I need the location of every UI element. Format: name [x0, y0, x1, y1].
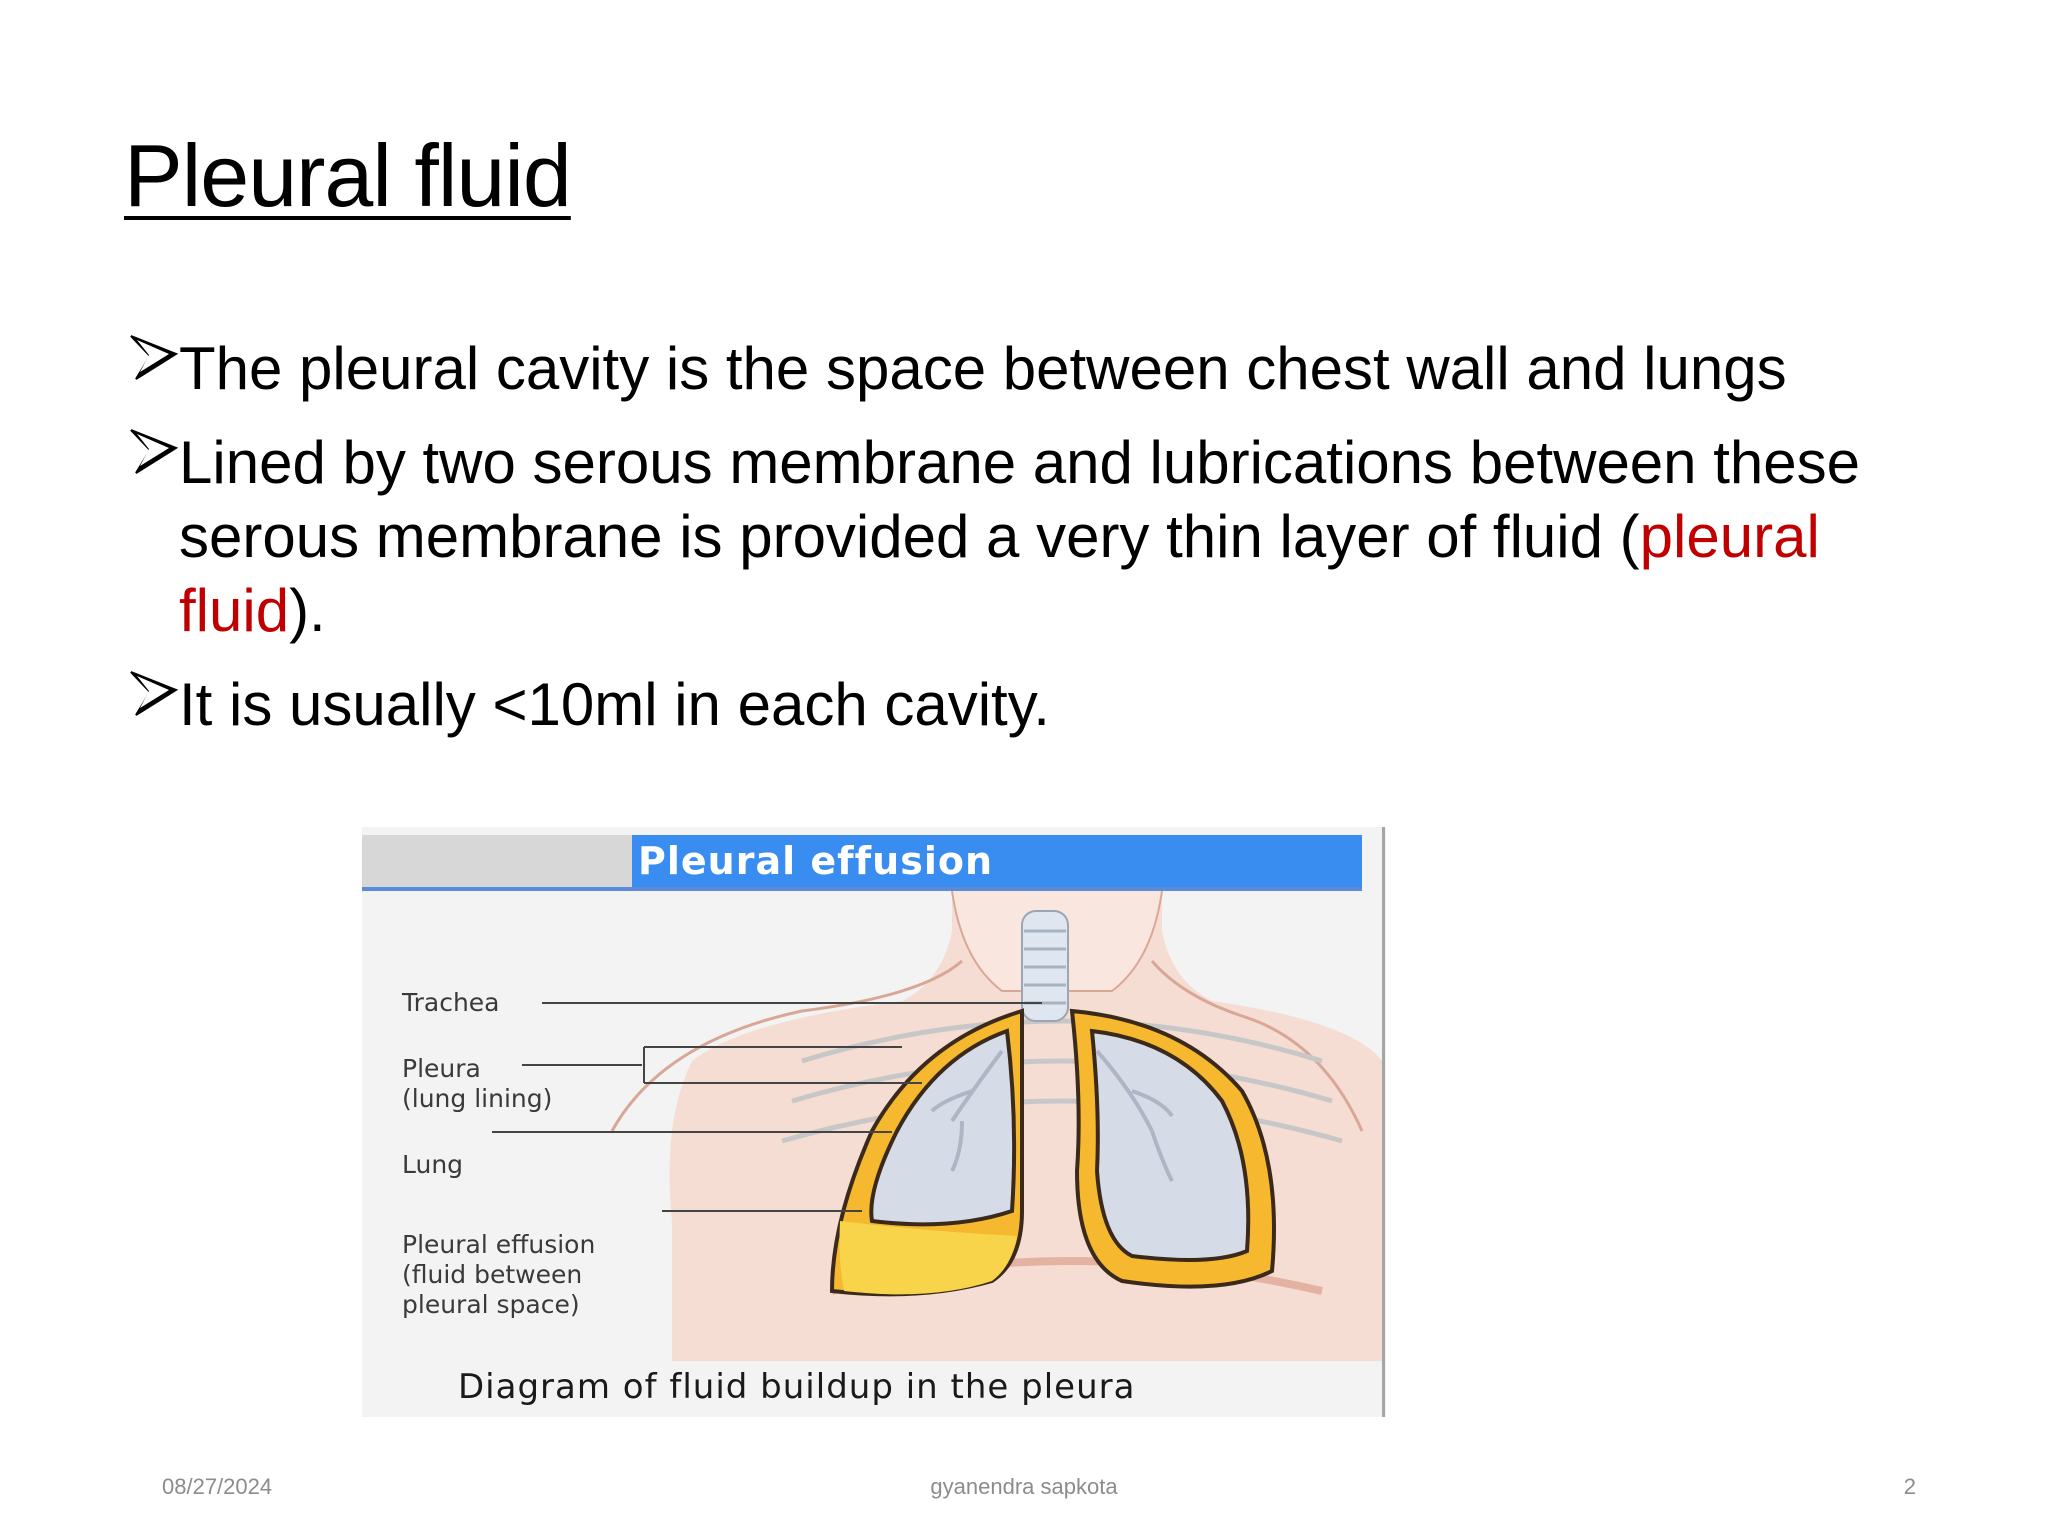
pleural-effusion-diagram: [362, 827, 1386, 1417]
label-effusion-sub2: pleural space): [402, 1290, 580, 1319]
bullet-list: [128, 332, 1948, 762]
diagram-caption: Diagram of fluid buildup in the pleura: [458, 1367, 1136, 1407]
bullet-text: It is usually <10ml in each cavity.: [179, 671, 1050, 738]
footer-date: 08/27/2024: [162, 1474, 273, 1499]
divider: [1382, 827, 1385, 1417]
label-lung: Lung: [402, 1150, 464, 1179]
footer-author: gyanendra sapkota: [930, 1474, 1118, 1499]
label-effusion-sub1: (fluid between: [402, 1260, 583, 1289]
bullet-text-part: ).: [289, 577, 326, 644]
arrow-bullet-icon: [128, 332, 180, 384]
bullet-item: [128, 332, 1948, 406]
label-pleura-sub: (lung lining): [402, 1084, 553, 1113]
arrow-bullet-icon: [128, 426, 180, 478]
diagram-header-bar: [362, 835, 1362, 891]
bullet-text: The pleural cavity is the space between chest wall and lungs: [179, 335, 1787, 402]
bullet-text-part: Lined by two serous membrane and lubrications between these serous membrane is provided a very thin layer of fluid (: [179, 429, 1860, 570]
bullet-text: [164, 426, 1948, 648]
label-pleura: Pleura: [402, 1054, 481, 1083]
page-number: 2: [1903, 1474, 1916, 1499]
bullet-item: [128, 426, 1948, 648]
bullet-item: [128, 668, 1948, 742]
diagram-title: Pleural effusion: [632, 835, 1362, 887]
label-effusion: Pleural effusion: [402, 1230, 596, 1259]
slide-title: Pleural fluid: [124, 126, 571, 225]
label-trachea: Trachea: [402, 988, 500, 1017]
highlight-term: pleural fluid: [179, 503, 1820, 644]
arrow-bullet-icon: [128, 668, 180, 720]
